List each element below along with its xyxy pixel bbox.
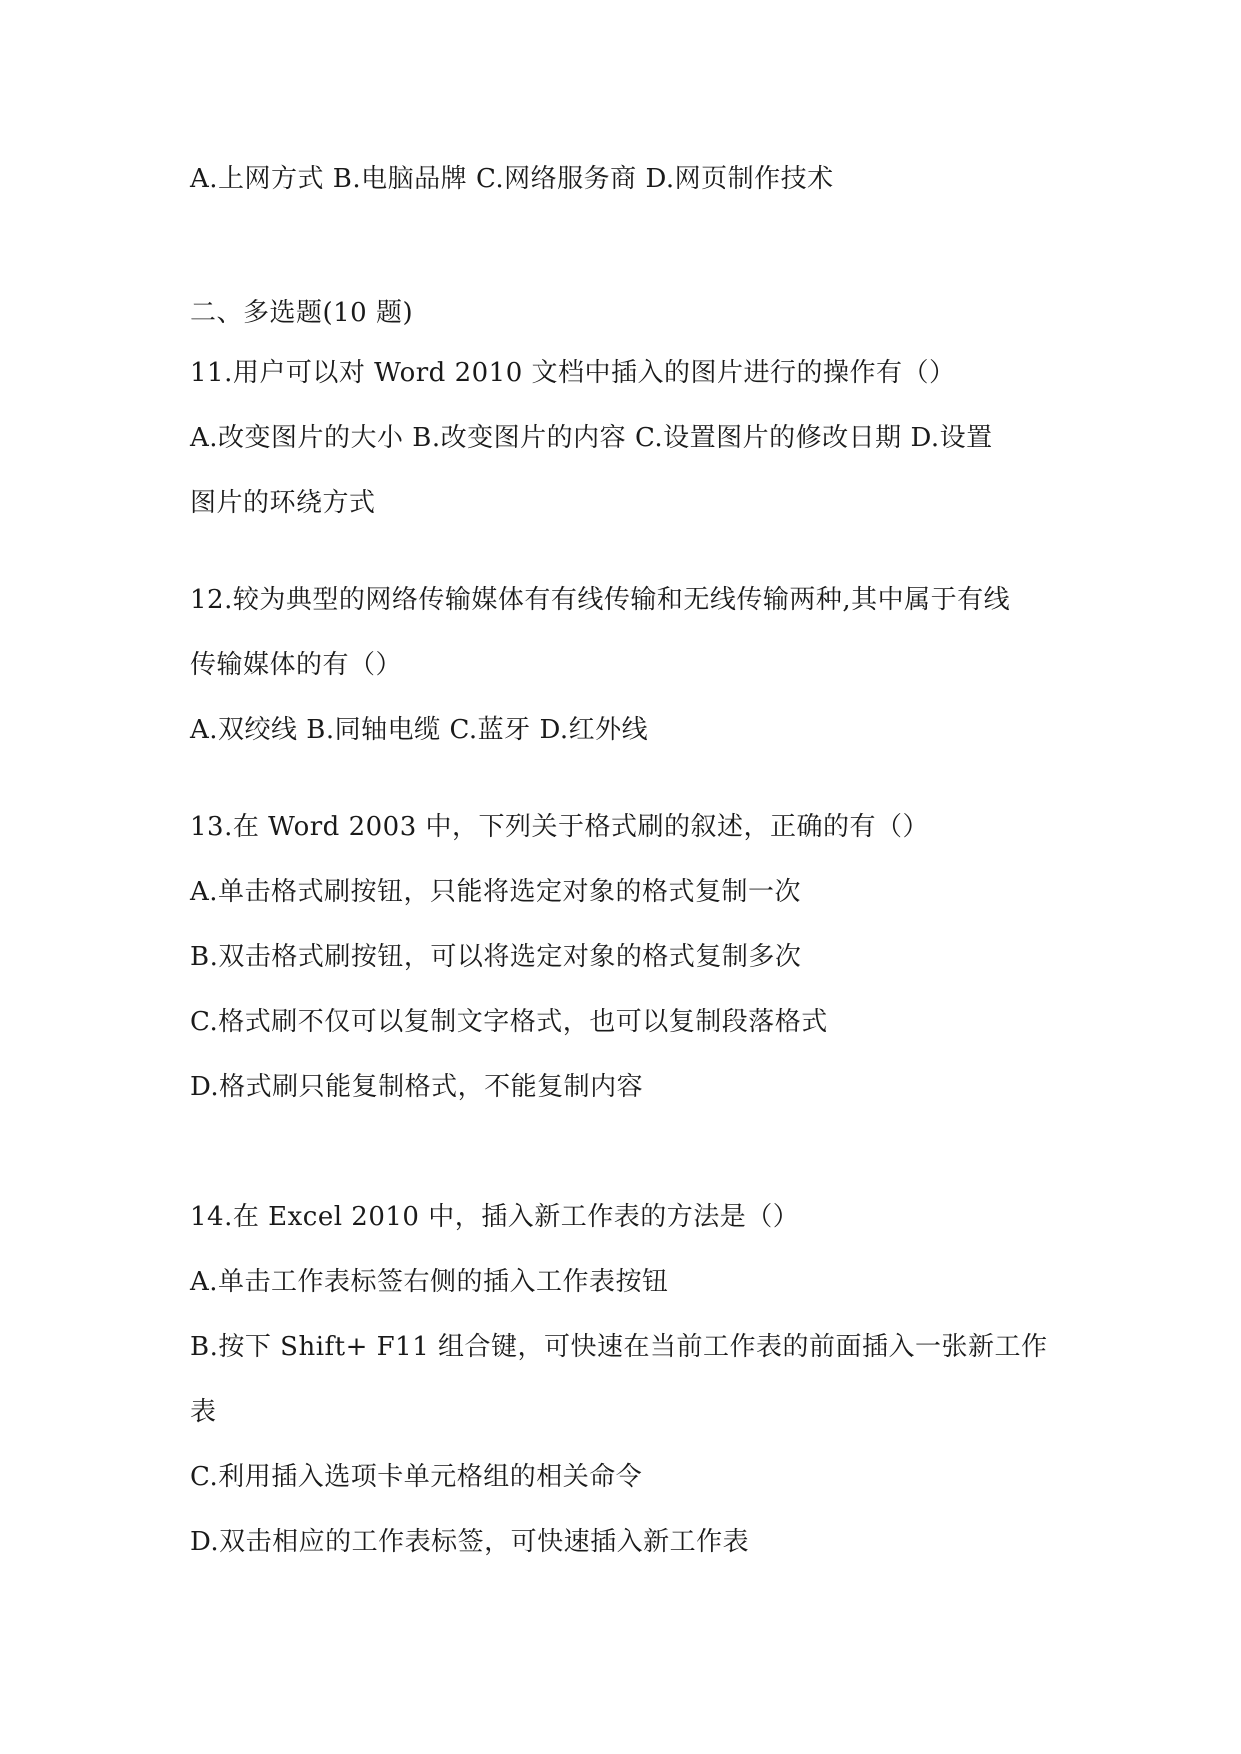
q14-option-b-line2: 表 [190, 1397, 217, 1427]
section-heading: 二、多选题(10 题) [190, 298, 414, 328]
q14-option-c: C.利用插入选项卡单元格组的相关命令 [190, 1462, 643, 1492]
q13-option-a: A.单击格式刷按钮，只能将选定对象的格式复制一次 [190, 877, 802, 907]
q11-options-line1: A.改变图片的大小 B.改变图片的内容 C.设置图片的修改日期 D.设置 [190, 423, 993, 453]
q14-stem: 14.在 Excel 2010 中，插入新工作表的方法是（） [190, 1202, 800, 1232]
q10-options: A.上网方式 B.电脑品牌 C.网络服务商 D.网页制作技术 [190, 164, 834, 194]
q14-option-a: A.单击工作表标签右侧的插入工作表按钮 [190, 1267, 669, 1297]
q12-stem-line1: 12.较为典型的网络传输媒体有有线传输和无线传输两种,其中属于有线 [190, 585, 1011, 615]
q13-option-b: B.双击格式刷按钮，可以将选定对象的格式复制多次 [190, 942, 802, 972]
q14-option-b-line1: B.按下 Shift+ F11 组合键，可快速在当前工作表的前面插入一张新工作 [190, 1332, 1048, 1362]
q11-options-line2: 图片的环绕方式 [190, 488, 376, 518]
q13-option-d: D.格式刷只能复制格式，不能复制内容 [190, 1072, 644, 1102]
q12-stem-line2: 传输媒体的有（） [190, 650, 403, 680]
q13-stem: 13.在 Word 2003 中，下列关于格式刷的叙述，正确的有（） [190, 812, 929, 842]
q12-options: A.双绞线 B.同轴电缆 C.蓝牙 D.红外线 [190, 715, 649, 745]
q14-option-d: D.双击相应的工作表标签，可快速插入新工作表 [190, 1527, 750, 1557]
q13-option-c: C.格式刷不仅可以复制文字格式，也可以复制段落格式 [190, 1007, 828, 1037]
q11-stem: 11.用户可以对 Word 2010 文档中插入的图片进行的操作有（） [190, 358, 956, 388]
